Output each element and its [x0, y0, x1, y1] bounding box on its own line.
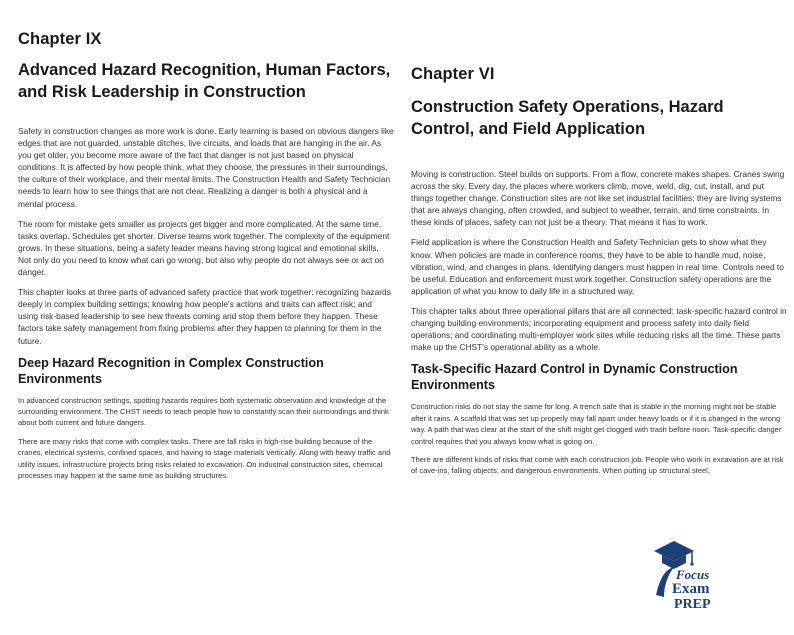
- focus-exam-prep-logo: [650, 537, 728, 611]
- left-paragraph-1: Safety in construction changes as more work is done. Early learning is based on obvious dangers like edges that are not guarded, unstable ditches, live circuits, and loads that are hanging in the air. As you get older, you become more aware of the fact that danger is not just based on physical conditions. It is affected by how people think, what they choose, the pressures in their surroundings, the culture of their workplace, and their mental limits. The Construction Health and Safety Technician needs to learn how to see things that are not clear. Realizing a danger is both a physical and a mental process.: [18, 126, 394, 209]
- left-chapter-label: Chapter IX: [18, 30, 102, 48]
- logo-text-exam: Exam: [672, 581, 710, 597]
- left-paragraph-2: The room for mistake gets smaller as projects get bigger and more complicated. At the same time, tasks overlap. Schedules get shorter. Diverse teams work together. The complexity of the equipment grows. In these situations, being a safety leader means having strong logical and emotional skills. Not only do you need to know what can go wrong, but also why people do not always see or act on danger.: [18, 218, 390, 278]
- right-chapter-title: Construction Safety Operations, Hazard Control, and Field Application: [411, 98, 724, 138]
- right-paragraph-2: Field application is where the Construction Health and Safety Technician gets to show what they know. When policies are made in conference rooms, they have to be able to handle mud, noise, vibration, wind, and changes in plans. Identifying dangers must happen in real time. Controls need to be useful. Education and enforcement must work together. Construction safety operations are the application of what you know to daily life in a structured way.: [411, 237, 784, 296]
- logo-graphic: [650, 537, 728, 611]
- logo-text-focus: Focus: [676, 567, 710, 582]
- right-section-paragraph-2: There are different kinds of risks that come with each construction job. People who work in excavation are at risk of cave-ins, falling objects, and dangerous environments. When putting up structural steel,: [411, 454, 784, 476]
- right-paragraph-1: Moving is construction. Steel builds on supports. From a flow, concrete makes shapes. Cranes swing across the sky. Every day, the places where workers climb, move, weld, dig, cut, install, and put things together change. Construction sites are not like set industrial facilities; they are living systems that are always changing, often crowded, and subject to weather, terrain, and time constraints. In these kinds of places, safety can not just be a theory. That means it has to work.: [411, 169, 785, 228]
- left-chapter-title: Advanced Hazard Recognition, Human Factors, and Risk Leadership in Construction: [18, 61, 391, 101]
- right-section-title: Task-Specific Hazard Control in Dynamic Construction Environments: [411, 362, 738, 393]
- left-section-title: Deep Hazard Recognition in Complex Construction Environments: [18, 355, 324, 386]
- left-section-paragraph-2: There are many risks that come with complex tasks. There are fall risks in high-rise building because of the cranes, electrical systems, confined spaces, and having to stage materials vertically. Along with heavy traffic and utility issues, infrastructure projects bring risks related to excavation. On industrial construction sites, chemical processes may happen at the same time as building structures.: [18, 436, 391, 481]
- left-paragraph-3: This chapter looks at three parts of advanced safety practice that work together: recognizing hazards deeply in complex building settings; knowing how people's actions and traits can affect risk; and using risk-based leadership to see new threats coming and stop them before they happen. These factors take safety management from fixing problems after they happen to planning for them in the future.: [18, 287, 391, 346]
- right-chapter-label: Chapter VI: [411, 65, 495, 83]
- left-page: [18, 30, 394, 488]
- right-page: [411, 65, 787, 484]
- right-paragraph-3: This chapter talks about three operational pillars that are all connected: task-specific hazard control in changing building environments; incorporating equipment and process safety into daily field operations; and coordinating multi-employer work sites while reducing risks all the time. These parts make up the CHST's operational ability as a whole.: [411, 305, 787, 353]
- right-section-paragraph-1: Construction risks do not stay the same for long. A trench safe that is stable in the morning might not be stable after it rains. A scaffold that was set up properly may fall apart under heavy loads or if it is changed in the wrong way. A path that was clear at the start of the shift might get clogged with trash before noon. Task-specific danger control requires that you always know what is going on.: [411, 402, 782, 446]
- logo-text-prep: PREP: [674, 597, 711, 611]
- left-section-paragraph-1: In advanced construction settings, spotting hazards requires both systematic observation and knowledge of the surrounding environment. The CHST needs to teach people how to constantly scan their surroundings and think about both current and future dangers.: [18, 395, 389, 428]
